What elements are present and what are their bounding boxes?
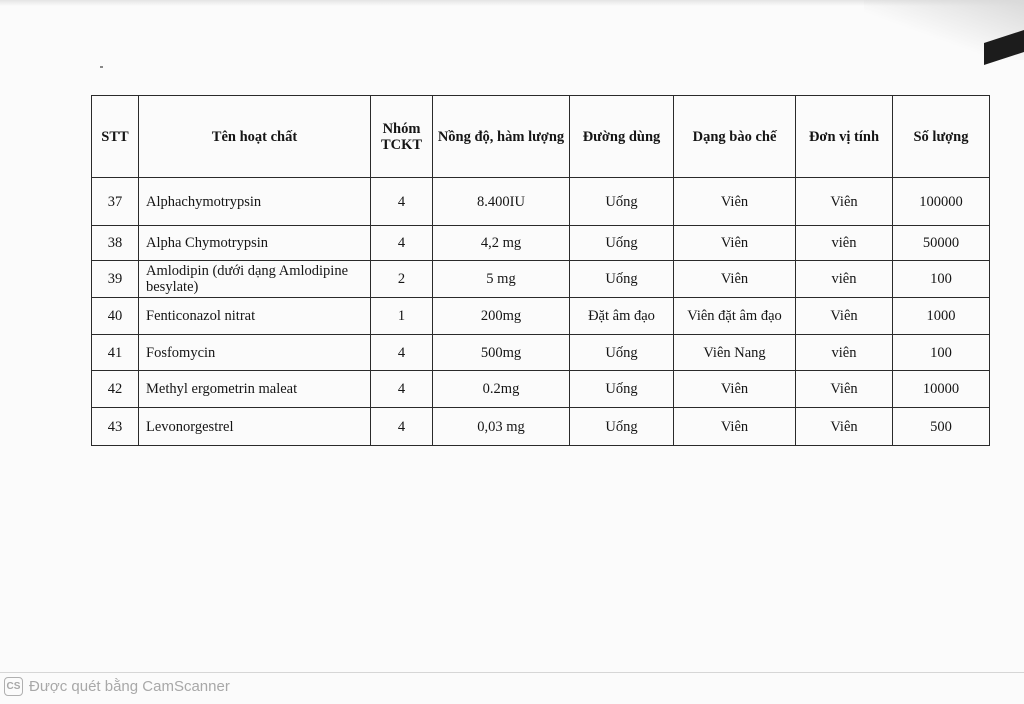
cell-name: Fenticonazol nitrat: [139, 298, 371, 335]
cell-unit: Viên: [796, 371, 893, 408]
cell-form: Viên: [674, 178, 796, 226]
header-unit: Đơn vị tính: [796, 96, 893, 178]
header-strength: Nồng độ, hàm lượng: [433, 96, 570, 178]
table-row: [92, 261, 990, 298]
drug-table: [91, 95, 990, 446]
cell-form: Viên: [674, 371, 796, 408]
table-header-row: [92, 96, 990, 178]
cell-route: Đặt âm đạo: [570, 298, 674, 335]
cell-form: Viên: [674, 261, 796, 298]
cell-strength: 200mg: [433, 298, 570, 335]
cell-group: 4: [371, 226, 433, 261]
cell-route: Uống: [570, 371, 674, 408]
cell-stt: 41: [92, 335, 139, 371]
cell-stt: 37: [92, 178, 139, 226]
cell-quantity: 50000: [893, 226, 990, 261]
scan-speck: [100, 66, 103, 68]
watermark-text: Được quét bằng CamScanner: [29, 678, 230, 695]
cell-stt: 38: [92, 226, 139, 261]
cell-name: Alpha Chymotrypsin: [139, 226, 371, 261]
header-group: Nhóm TCKT: [371, 96, 433, 178]
cell-stt: 42: [92, 371, 139, 408]
cell-name: Fosfomycin: [139, 335, 371, 371]
table-row: [92, 178, 990, 226]
table-row: [92, 226, 990, 261]
cell-unit: Viên: [796, 298, 893, 335]
header-route: Đường dùng: [570, 96, 674, 178]
header-stt: STT: [92, 96, 139, 178]
cell-form: Viên Nang: [674, 335, 796, 371]
cell-route: Uống: [570, 408, 674, 446]
cell-quantity: 100000: [893, 178, 990, 226]
table-row: [92, 335, 990, 371]
cell-quantity: 1000: [893, 298, 990, 335]
cell-quantity: 100: [893, 261, 990, 298]
cell-group: 4: [371, 371, 433, 408]
cell-group: 4: [371, 408, 433, 446]
cell-unit: Viên: [796, 178, 893, 226]
cell-route: Uống: [570, 261, 674, 298]
header-form: Dạng bào chế: [674, 96, 796, 178]
cell-quantity: 500: [893, 408, 990, 446]
cell-unit: viên: [796, 226, 893, 261]
table-row: [92, 408, 990, 446]
cell-route: Uống: [570, 226, 674, 261]
cell-form: Viên: [674, 226, 796, 261]
cell-stt: 39: [92, 261, 139, 298]
cell-strength: 0,03 mg: [433, 408, 570, 446]
scan-edge-bottom: [0, 672, 1024, 673]
table-row: [92, 371, 990, 408]
cell-quantity: 100: [893, 335, 990, 371]
cell-group: 4: [371, 335, 433, 371]
cell-form: Viên đặt âm đạo: [674, 298, 796, 335]
cell-stt: 43: [92, 408, 139, 446]
cell-route: Uống: [570, 335, 674, 371]
cell-route: Uống: [570, 178, 674, 226]
cell-unit: Viên: [796, 408, 893, 446]
camscanner-logo-icon: CS: [4, 677, 23, 696]
cell-strength: 5 mg: [433, 261, 570, 298]
table-row: [92, 298, 990, 335]
cell-group: 1: [371, 298, 433, 335]
cell-strength: 500mg: [433, 335, 570, 371]
cell-group: 2: [371, 261, 433, 298]
cell-strength: 4,2 mg: [433, 226, 570, 261]
cell-unit: viên: [796, 335, 893, 371]
cell-name: Levonorgestrel: [139, 408, 371, 446]
cell-group: 4: [371, 178, 433, 226]
cell-name: Alphachymotrypsin: [139, 178, 371, 226]
cell-strength: 8.400IU: [433, 178, 570, 226]
cell-stt: 40: [92, 298, 139, 335]
cell-quantity: 10000: [893, 371, 990, 408]
header-quantity: Số lượng: [893, 96, 990, 178]
cell-strength: 0.2mg: [433, 371, 570, 408]
header-name: Tên hoạt chất: [139, 96, 371, 178]
cell-form: Viên: [674, 408, 796, 446]
cell-name: Amlodipin (dưới dạng Amlodipine besylate): [139, 261, 371, 298]
camscanner-watermark: [4, 677, 230, 696]
cell-name: Methyl ergometrin maleat: [139, 371, 371, 408]
cell-unit: viên: [796, 261, 893, 298]
